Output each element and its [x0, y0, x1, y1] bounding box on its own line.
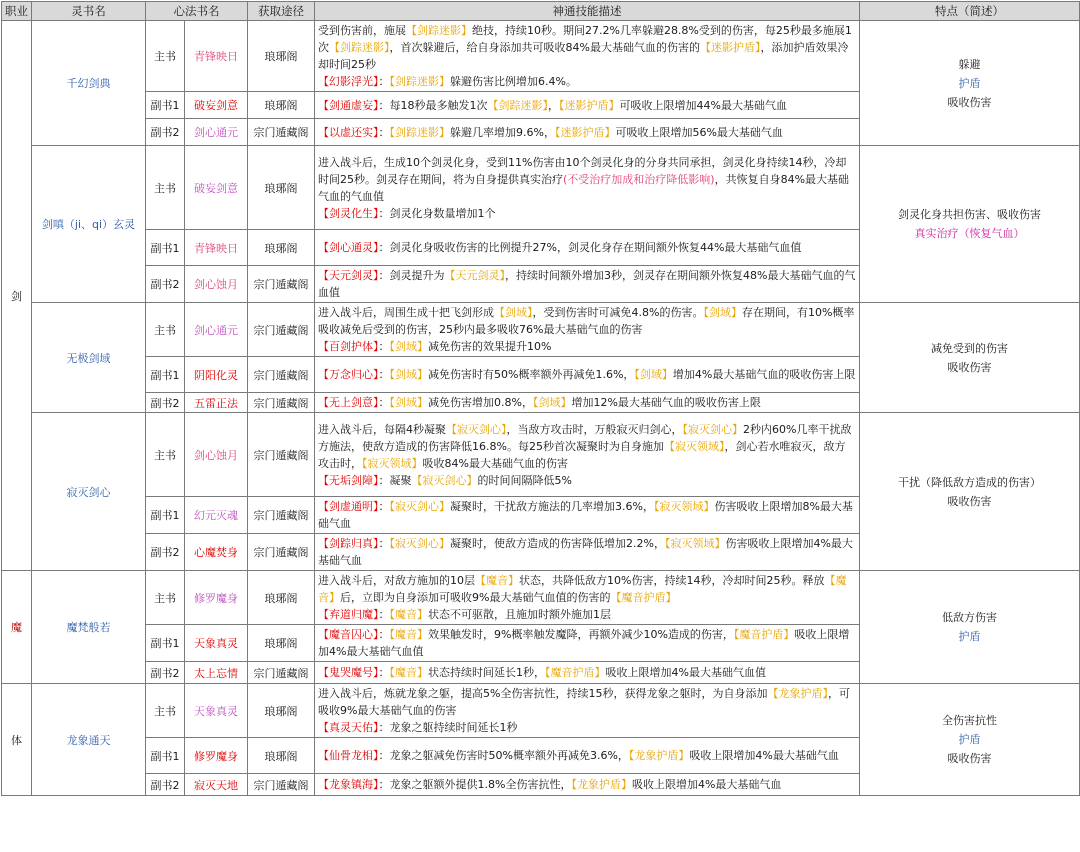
- table-row: [2, 413, 1080, 497]
- method-cell: 青锋映日: [185, 21, 248, 92]
- skill-desc: [315, 625, 860, 662]
- source-cell: 宗门遁藏阁: [248, 357, 315, 393]
- desc-text: 增加12%最大基础气血的吸收伤害上限: [571, 396, 761, 409]
- role-cell: 副书1: [146, 357, 185, 393]
- skill-name: 【幻影浮光】: [318, 75, 379, 88]
- header-skill: 神通技能描述: [315, 2, 860, 21]
- method-cell: 寂灭天地: [185, 774, 248, 796]
- skill-name: 【剑踪归真】: [318, 537, 379, 550]
- effect-tag: 【天元剑灵】: [444, 269, 505, 282]
- desc-text: ：: [378, 608, 390, 621]
- source-cell: 琅琊阁: [248, 21, 315, 92]
- feature-item: 吸收伤害: [947, 494, 992, 508]
- desc-text: 进入战斗后，对敌方施加的10层: [318, 574, 475, 587]
- effect-tag: 【龙象护盾】: [571, 778, 632, 791]
- desc-text: 吸收上限增加4%最大基础气血值: [605, 666, 766, 679]
- skill-desc: [315, 146, 860, 230]
- skill-desc: [315, 266, 860, 303]
- method-cell: 五雷正法: [185, 393, 248, 413]
- feature-item: 吸收伤害: [947, 360, 992, 374]
- desc-text: ：龙象之躯额外提供1.8%全伤害抗性，: [378, 778, 572, 791]
- skill-name: 【以虚还实】: [318, 125, 379, 139]
- skill-name: 【万念归心】: [318, 368, 379, 381]
- desc-text: 吸收上限增加4%最大基础气血: [689, 749, 839, 762]
- role-cell: 副书2: [146, 534, 185, 571]
- desc-text: ：: [378, 340, 390, 353]
- desc-text: ，共恢复自身84%最大基础气血的气血值: [318, 172, 850, 203]
- skill-desc: [315, 119, 860, 146]
- feature-item: 真实治疗（恢复气血）: [914, 227, 1025, 240]
- skill-desc: [315, 684, 860, 738]
- desc-text: ，可吸收9%最大基础气血的伤害: [318, 687, 850, 717]
- role-cell: 主书: [146, 684, 185, 738]
- desc-text: 进入战斗后，每隔4秒凝聚: [318, 422, 446, 436]
- desc-text: ：凝聚: [378, 473, 412, 487]
- method-cell: 心魔焚身: [185, 534, 248, 571]
- role-cell: 副书1: [146, 230, 185, 266]
- role-cell: 主书: [146, 571, 185, 625]
- book-name-cell: 剑嗔（ji、qi）玄灵: [32, 146, 146, 303]
- desc-text: ：: [378, 537, 390, 550]
- feature-item: 剑灵化身共担伤害、吸收伤害: [898, 208, 1041, 221]
- skill-name: 【剑虚通明】: [318, 500, 379, 513]
- desc-text: 状态持续时间延长1秒，: [428, 666, 545, 679]
- method-cell: 剑心蚀月: [185, 266, 248, 303]
- role-cell: 副书1: [146, 497, 185, 534]
- feature-item: 护盾: [958, 630, 981, 643]
- skill-name: 【仙骨龙相】: [318, 749, 379, 762]
- effect-tag: 【剑踪迷影】: [389, 125, 450, 139]
- skill-desc: [315, 230, 860, 266]
- skill-name: 【真灵天佑】: [318, 721, 379, 734]
- method-cell: 修罗魔身: [185, 571, 248, 625]
- method-cell: 青锋映日: [185, 230, 248, 266]
- role-cell: 副书1: [146, 738, 185, 774]
- job-cell: 魔: [2, 571, 32, 684]
- book-name-cell: 龙象通天: [32, 684, 146, 796]
- role-cell: 副书2: [146, 393, 185, 413]
- desc-text: ：: [378, 75, 390, 88]
- effect-tag: 【寂灭领域】: [362, 456, 423, 470]
- desc-text: ：剑灵化身数量增加1个: [378, 206, 496, 220]
- desc-text: 进入战斗后，生成10个剑灵化身，受到11%伤害由10个剑灵化身的分身共同承担，剑灵化身持续14秒，冷却时间25秒。剑灵存在期间，将为自身提供真实治疗: [318, 155, 847, 186]
- feature-item: 干扰（降低敌方造成的伤害）: [898, 475, 1041, 489]
- desc-text: 效果触发时，9%概率触发魔降，再额外减少10%造成的伤害，: [428, 628, 734, 641]
- effect-tag: 【魔音】: [389, 628, 428, 641]
- effect-tag: 【寂灭领域】: [664, 537, 726, 550]
- source-cell: 琅琊阁: [248, 738, 315, 774]
- desc-text: 躲避几率增加9.6%，: [450, 125, 555, 139]
- desc-text: 绝技，持续10秒。期间27.2%几率躲避28.8%受到的伤害，每25秒最多施展1次: [318, 24, 852, 54]
- source-cell: 宗门遁藏阁: [248, 266, 315, 303]
- source-cell: 琅琊阁: [248, 684, 315, 738]
- desc-text: 躲避伤害比例增加6.4%。: [450, 75, 577, 88]
- table-row: [2, 303, 1080, 357]
- method-cell: 剑心通元: [185, 119, 248, 146]
- role-cell: 副书1: [146, 625, 185, 662]
- skill-name: 【剑通虚妄】: [318, 98, 379, 112]
- effect-tag: 【迷影护盾】: [699, 41, 761, 54]
- desc-text: ，添加护盾效果冷却时间25秒: [318, 41, 849, 71]
- effect-tag: 【剑域】: [389, 368, 428, 381]
- header-job: 职业: [2, 2, 32, 21]
- skill-name: 【天元剑灵】: [318, 269, 379, 282]
- table-row: [2, 21, 1080, 92]
- desc-text: ，首次躲避后，给自身添加共可吸收84%最大基础气血的伤害的: [389, 41, 700, 54]
- desc-text: 可吸收上限增加56%最大基础气血: [615, 125, 783, 139]
- skill-name: 【无上剑意】: [318, 396, 379, 409]
- feature-cell: [860, 303, 1080, 413]
- skill-name: 【无垢剑障】: [318, 473, 379, 487]
- feature-item: 护盾: [958, 76, 981, 90]
- header-feature: 特点（简述）: [860, 2, 1080, 21]
- skill-name: 【百剑护体】: [318, 340, 379, 353]
- desc-text: 吸收上限增加4%最大基础气血值: [318, 628, 850, 658]
- desc-text: ：每18秒最多触发1次: [378, 98, 488, 112]
- effect-tag: 【魔音】: [318, 574, 847, 604]
- effect-tag: 【迷影护盾】: [559, 98, 620, 112]
- effect-tag: 【寂灭剑心】: [682, 422, 743, 436]
- desc-text: 减免伤害增加0.8%，: [428, 396, 533, 409]
- skill-name: 【龙象镇海】: [318, 778, 379, 791]
- effect-tag: 【剑域】: [389, 396, 428, 409]
- table-header-row: [2, 2, 1080, 21]
- method-cell: 破妄剑意: [185, 92, 248, 119]
- method-cell: 幻元灭魂: [185, 497, 248, 534]
- feature-item: 躲避: [958, 57, 981, 71]
- desc-text: ：剑灵提升为: [378, 269, 445, 282]
- method-cell: 太上忘情: [185, 662, 248, 684]
- method-cell: 天象真灵: [185, 684, 248, 738]
- effect-tag: 【寂灭剑心】: [389, 537, 450, 550]
- effect-tag: 【剑域】: [532, 396, 572, 409]
- desc-text: ，受到伤害时可减免4.8%的伤害。: [532, 306, 704, 319]
- skill-name: 【剑灵化生】: [318, 206, 379, 220]
- feature-item: 护盾: [958, 733, 981, 746]
- desc-text: ：龙象之躯持续时间延长1秒: [378, 721, 518, 734]
- header-method: 心法书名: [146, 2, 248, 21]
- effect-tag: 【魔音】: [389, 666, 428, 679]
- effect-tag: 【剑域】: [389, 340, 428, 353]
- desc-text: ：龙象之躯减免伤害时50%概率额外再减免3.6%，: [378, 749, 629, 762]
- book-name-cell: 寂灭剑心: [32, 413, 146, 571]
- skill-name: 【弃道归魔】: [318, 608, 379, 621]
- source-cell: 琅琊阁: [248, 146, 315, 230]
- desc-text: 进入战斗后，炼就龙象之躯，提高5%全伤害抗性，持续15秒，获得龙象之躯时，为自身添加: [318, 687, 768, 700]
- desc-text: ：: [378, 628, 390, 641]
- role-cell: 副书2: [146, 266, 185, 303]
- effect-tag: 【寂灭剑心】: [389, 500, 450, 513]
- desc-text: 吸收84%最大基础气血的伤害: [422, 456, 568, 470]
- method-cell: 阴阳化灵: [185, 357, 248, 393]
- desc-text: (不受治疗加成和治疗降低影响): [563, 172, 715, 186]
- source-cell: 琅琊阁: [248, 571, 315, 625]
- effect-tag: 【剑踪迷影】: [389, 75, 450, 88]
- desc-text: 凝聚时，干扰敌方施法的几率增加3.6%，: [450, 500, 654, 513]
- desc-text: ，: [548, 98, 559, 112]
- role-cell: 主书: [146, 21, 185, 92]
- desc-text: 减免伤害时有50%概率额外再减免1.6%，: [428, 368, 635, 381]
- feature-cell: [860, 413, 1080, 571]
- book-name-cell: 无极剑域: [32, 303, 146, 413]
- skill-name: 【魔音囚心】: [318, 628, 379, 641]
- desc-text: 状态，共降低敌方10%伤害，持续14秒，冷却时间25秒。释放: [519, 574, 825, 587]
- desc-text: 伤害吸收上限增加4%最大基础气血: [318, 537, 853, 567]
- feature-cell: [860, 571, 1080, 684]
- skill-desc: [315, 534, 860, 571]
- desc-text: 减免伤害的效果提升10%: [428, 340, 552, 353]
- role-cell: 副书2: [146, 119, 185, 146]
- desc-text: 存在期间，有10%概率吸收减免后受到的伤害，25秒内最多吸收76%最大基础气血的伤害: [318, 306, 855, 336]
- feature-item: 吸收伤害: [947, 752, 992, 765]
- source-cell: 宗门遁藏阁: [248, 303, 315, 357]
- source-cell: 宗门遁藏阁: [248, 774, 315, 796]
- desc-text: ，持续时间额外增加3秒，剑灵存在期间额外恢复48%最大基础气血的气血值: [318, 269, 856, 299]
- skill-desc: [315, 357, 860, 393]
- desc-text: ，剑心若水唯寂灭，敌方攻击时，: [318, 439, 846, 470]
- skill-desc: [315, 92, 860, 119]
- desc-text: 进入战斗后，周围生成十把飞剑形成: [318, 306, 494, 319]
- effect-tag: 【剑域】: [634, 368, 673, 381]
- desc-text: ：: [378, 500, 390, 513]
- effect-tag: 【魔音护盾】: [610, 591, 677, 604]
- job-cell: 体: [2, 684, 32, 796]
- method-cell: 天象真灵: [185, 625, 248, 662]
- desc-text: ：: [378, 368, 390, 381]
- role-cell: 副书1: [146, 92, 185, 119]
- skill-desc: [315, 303, 860, 357]
- feature-cell: [860, 21, 1080, 146]
- book-name-cell: 魔梵般若: [32, 571, 146, 684]
- skill-desc: [315, 662, 860, 684]
- effect-tag: 【剑踪迷影】: [406, 24, 472, 37]
- effect-tag: 【寂灭剑心】: [411, 473, 478, 487]
- desc-text: ：: [378, 125, 390, 139]
- desc-text: 凝聚时，使敌方造成的伤害降低增加2.2%，: [450, 537, 665, 550]
- desc-text: 可吸收上限增加44%最大基础气血: [619, 98, 787, 112]
- source-cell: 琅琊阁: [248, 230, 315, 266]
- header-source: 获取途径: [248, 2, 315, 21]
- desc-text: ：: [378, 666, 390, 679]
- feature-cell: [860, 684, 1080, 796]
- effect-tag: 【魔音】: [389, 608, 428, 621]
- skill-desc: [315, 738, 860, 774]
- skill-desc: [315, 393, 860, 413]
- feature-item: 全伤害抗性: [942, 714, 997, 727]
- source-cell: 宗门遁藏阁: [248, 534, 315, 571]
- effect-tag: 【龙象护盾】: [767, 687, 828, 700]
- desc-text: 吸收上限增加4%最大基础气血: [631, 778, 782, 791]
- effect-tag: 【魔音】: [475, 574, 519, 587]
- method-cell: 剑心蚀月: [185, 413, 248, 497]
- book-name-cell: 千幻剑典: [32, 21, 146, 146]
- source-cell: 宗门遁藏阁: [248, 497, 315, 534]
- skill-name: 【鬼哭魔号】: [318, 666, 379, 679]
- effect-tag: 【龙象护盾】: [628, 749, 690, 762]
- role-cell: 副书2: [146, 662, 185, 684]
- effect-tag: 【魔音护盾】: [545, 666, 606, 679]
- skill-desc: [315, 21, 860, 92]
- effect-tag: 【迷影护盾】: [554, 125, 616, 139]
- table-row: [2, 571, 1080, 625]
- table-row: [2, 684, 1080, 738]
- role-cell: 主书: [146, 303, 185, 357]
- feature-item: 低敌方伤害: [942, 611, 997, 624]
- skill-desc: [315, 571, 860, 625]
- desc-text: ，当敌方攻击时，万般寂灭归剑心，: [506, 422, 683, 436]
- desc-text: 伤害吸收上限增加8%最大基础气血: [318, 500, 853, 530]
- effect-tag: 【剑域】: [494, 306, 533, 319]
- effect-tag: 【剑踪迷影】: [487, 98, 548, 112]
- source-cell: 宗门遁藏阁: [248, 119, 315, 146]
- source-cell: 琅琊阁: [248, 625, 315, 662]
- role-cell: 副书2: [146, 774, 185, 796]
- role-cell: 主书: [146, 146, 185, 230]
- effect-tag: 【寂灭剑心】: [446, 422, 507, 436]
- method-cell: 剑心通元: [185, 303, 248, 357]
- desc-text: ：剑灵化身吸收伤害的比例提升27%，剑灵化身存在期间额外恢复44%最大基础气血值: [378, 241, 802, 254]
- table-row: [2, 146, 1080, 230]
- effect-tag: 【剑踪迷影】: [329, 41, 390, 54]
- desc-text: 后，立即为自身添加可吸收9%最大基础气血值的伤害的: [340, 591, 611, 604]
- desc-text: 受到伤害前，施展: [318, 24, 406, 37]
- feature-cell: [860, 146, 1080, 303]
- desc-text: 增加4%最大基础气血的吸收伤害上限: [672, 368, 856, 381]
- feature-item: 吸收伤害: [947, 95, 992, 109]
- effect-tag: 【寂灭领域】: [663, 439, 725, 453]
- skill-desc: [315, 413, 860, 497]
- source-cell: 宗门遁藏阁: [248, 413, 315, 497]
- job-cell: 剑: [2, 21, 32, 571]
- method-cell: 修罗魔身: [185, 738, 248, 774]
- method-cell: 破妄剑意: [185, 146, 248, 230]
- desc-text: 2秒内60%几率干扰敌方施法，使敌方造成的伤害降低16.8%。每25秒首次凝聚时为自身施加: [318, 422, 852, 453]
- table-body: [2, 21, 1080, 796]
- source-cell: 宗门遁藏阁: [248, 662, 315, 684]
- source-cell: 琅琊阁: [248, 92, 315, 119]
- header-book: 灵书名: [32, 2, 146, 21]
- role-cell: 主书: [146, 413, 185, 497]
- skill-table: [1, 1, 1080, 796]
- source-cell: 宗门遁藏阁: [248, 393, 315, 413]
- skill-desc: [315, 774, 860, 796]
- skill-desc: [315, 497, 860, 534]
- skill-name: 【剑心通灵】: [318, 241, 379, 254]
- desc-text: 的时间间隔降低5%: [477, 473, 572, 487]
- desc-text: ：: [378, 396, 390, 409]
- effect-tag: 【剑域】: [703, 306, 742, 319]
- effect-tag: 【寂灭领域】: [653, 500, 715, 513]
- effect-tag: 【魔音护盾】: [733, 628, 795, 641]
- feature-item: 减免受到的伤害: [931, 341, 1008, 355]
- desc-text: 状态不可驱散，且施加时额外施加1层: [428, 608, 611, 621]
